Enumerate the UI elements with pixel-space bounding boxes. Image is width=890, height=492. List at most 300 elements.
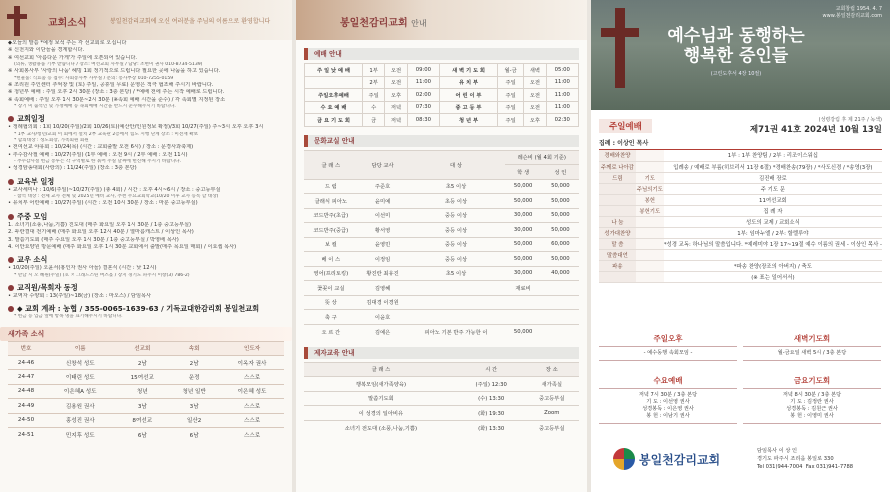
worship-cell: 11:00: [546, 101, 578, 114]
account-note: * 헌금 등 입금 앞에 항목 명을 표기해주시기 바랍니다.: [14, 314, 123, 320]
culture-cell: 중등 이상: [407, 208, 504, 223]
training-title: 제자교육 안내: [304, 347, 579, 359]
culture-cell: 중등 이상: [407, 237, 504, 252]
training-cell: 중고등부실: [525, 391, 579, 406]
schedule-line: 봉 헌 : 이영미 권사: [790, 413, 834, 419]
wednesday-title: 수요예배: [653, 376, 683, 385]
order-cell: 입례송 / 예배로 부름(히브리서 11장 6절) *경배찬송(79장) / *사도신경 / *송영(3장): [664, 161, 882, 172]
training-cell: (수) 13:30: [458, 391, 525, 406]
table-row: [304, 223, 579, 238]
table-row: [8, 427, 284, 441]
culture-cell: [542, 310, 579, 325]
training-header: 클 래 스: [304, 362, 458, 377]
culture-cell: 코드반주(초급): [304, 208, 358, 223]
table-row: [8, 384, 284, 398]
culture-cell: 50,000: [542, 179, 579, 194]
dawn-text: 월-금요일 새벽 5시 / 3층 본당: [743, 346, 881, 361]
family-cell: 청년 일반: [168, 384, 220, 398]
service-label: 주일예배: [599, 119, 652, 133]
family-cell: 이은혜A 성도: [44, 384, 116, 398]
training-cell: 중고등부실: [525, 420, 579, 435]
table-row: [599, 249, 882, 260]
news-sections: [8, 114, 284, 300]
bullet-icon: [8, 179, 14, 185]
table-row: [8, 355, 284, 369]
cover-photo: [591, 0, 890, 110]
notice-line: (의류, 생활용품 기부 받습니다 / 장소: 여선교회 사무실 / 담당: 조현미 권사 010-8734-5139): [14, 62, 203, 68]
bullet-icon: [8, 116, 14, 122]
family-header: 속회: [168, 341, 220, 355]
culture-cell: [407, 281, 504, 296]
family-cell: 스스로: [220, 427, 284, 441]
family-cell: 8여선교: [116, 413, 168, 427]
order-cell: 김진배 장로: [664, 172, 882, 183]
worship-cell: 금 요 기 도 회: [305, 114, 363, 127]
family-cell: 6남: [168, 427, 220, 441]
dawn-title: 새벽기도회: [793, 334, 831, 343]
afternoon-text: - 예수동행 속회모임 -: [599, 346, 737, 361]
family-cell: 스스로: [220, 370, 284, 384]
table-row: [305, 76, 579, 89]
family-header: 인도자: [220, 341, 284, 355]
culture-cell: 중등 이상: [407, 252, 504, 267]
order-cell: [636, 249, 664, 260]
family-title: 새가족 소식: [0, 327, 292, 341]
intro-notices: [8, 40, 284, 110]
worship-cell: 11:00: [546, 89, 578, 102]
worship-cell: 오전: [524, 76, 546, 89]
order-cell: [636, 150, 664, 161]
section-line: 4. 이안요양원 방문예배 (매주 화요일 오후 1시 30분 교회에서 출발(매주 목요일 매회) / 이요셉 목사): [8, 243, 237, 250]
culture-cell: 재료비: [505, 281, 542, 296]
order-cell: [636, 161, 664, 172]
table-row: [305, 89, 579, 102]
order-cell: 말 씀: [599, 238, 636, 249]
notice-line: ※ 사회봉사부 '사랑의 나눔' 헤빙 1회 정기적으로 드립니다 필요한 곳에 나눔을 하고 있습니다.: [8, 68, 221, 75]
culture-cell: 50,000: [505, 194, 542, 209]
section-line: 3. 말씀기도회 (매주 수요일 오후 1시 30분 / 1층 중고등부실 / 박영배 목사): [8, 236, 179, 243]
table-row: [304, 324, 579, 339]
section-title: 교우 소식: [17, 255, 48, 265]
section-line: • 추수감사절 예배 : 10/27(주일) (1부 예배 : 오전 9시 / 2부 예배 : 오전 11시): [8, 151, 188, 158]
table-row: [599, 205, 882, 216]
section-title: 주중 모임: [17, 211, 48, 221]
culture-cell: 황진란 최유진: [358, 266, 408, 281]
culture-cell: 김대경 이경원: [358, 295, 408, 310]
training-cell: 행복모임(새가족양육): [304, 377, 458, 392]
worship-cell: 주일: [498, 114, 524, 127]
table-row: [599, 150, 882, 161]
table-row: [304, 237, 579, 252]
table-row: [304, 281, 579, 296]
church-emblem-icon: [613, 448, 635, 470]
culture-cell: 김예은: [358, 324, 408, 339]
bullet-icon: [8, 285, 14, 291]
worship-cell: 주일: [498, 101, 524, 114]
news-panel: [0, 0, 292, 492]
family-header: 선교회: [116, 341, 168, 355]
table-row: [304, 194, 579, 209]
culture-cell: [505, 310, 542, 325]
worship-cell: 월-금: [498, 64, 524, 77]
service-header: [591, 110, 890, 135]
culture-cell: 이윤호: [358, 310, 408, 325]
culture-cell: 축 구: [304, 310, 358, 325]
order-cell: [599, 183, 636, 194]
schedule-line: 봉 헌 : 이남기 권사: [646, 413, 690, 419]
worship-cell: 오전: [524, 101, 546, 114]
table-row: [599, 194, 882, 205]
order-cell: 1부: 임마누엘 / 2부: 할렐루야: [664, 227, 882, 238]
church-logo: [613, 448, 720, 470]
worship-cell: 05:00: [546, 64, 578, 77]
table-row: [305, 114, 579, 127]
culture-header: 대 상: [407, 150, 504, 179]
section-line: - 추수감사절 헌금 봉투는 각 구역별로 한 묶어 주실 날짜에 헌신해 주시기 바랍니다.: [14, 159, 182, 165]
family-cell: 3남: [116, 399, 168, 413]
culture-cell: 황서영: [358, 223, 408, 238]
culture-cell: 뜻 상: [304, 295, 358, 310]
culture-cell: [542, 324, 579, 339]
culture-cell: 이정임: [358, 252, 408, 267]
culture-cell: 60,000: [542, 237, 579, 252]
notice-line: ※ 속회예배 : 주일 오후 1시 30분~2시 30분 (※속회 예배 시간을 준수) / 각 속회별 지정된 장소: [8, 96, 226, 103]
family-cell: 김용원 권사: [44, 399, 116, 413]
worship-cell: 수: [363, 101, 385, 114]
schedule-line: 저녁 8시 30분 / 3층 본당: [782, 392, 842, 398]
culture-cell: [542, 295, 579, 310]
section-title: 교육부 일정: [17, 176, 55, 186]
church-fax: Fax 031)941-7788: [805, 464, 854, 470]
culture-cell: 50,000: [542, 208, 579, 223]
order-cell: 11여선교회: [664, 194, 882, 205]
order-cell: 나 눔: [599, 216, 636, 227]
order-cell: 드림: [599, 172, 636, 183]
culture-cell: 피아노 기본 반주 가능한 이: [407, 324, 504, 339]
table-row: [8, 413, 284, 427]
contact-info: [757, 447, 853, 471]
notice-line: ◆오늘의 말씀 *예정 보석 주는 각 선교회로 오십니다: [8, 40, 127, 46]
family-cell: 일산2: [168, 413, 220, 427]
culture-cell: [407, 310, 504, 325]
worship-cell: 주일: [363, 89, 385, 102]
worship-cell: 어 린 이 부: [440, 89, 498, 102]
section-line: 1. 소녀기(소풍,나눔,기쁨) 진도대 (매주 화요일 오후 1시 30분 / 1층 중고등부실): [8, 221, 192, 228]
culture-cell: 30,000: [505, 208, 542, 223]
table-row: [304, 377, 579, 392]
culture-cell: 주준호: [358, 179, 408, 194]
schedule-line: 저녁 7시 30분 / 3층 본당: [638, 392, 698, 398]
notice-line: *헌물품: 식료품 등 접수: 사회봉사부 사무실 / 문의: 봉사부장 010-7255-0159: [14, 75, 174, 81]
culture-cell: 50,000: [505, 324, 542, 339]
worship-cell: 주일오후예배: [305, 89, 363, 102]
culture-cell: 30,000: [505, 266, 542, 281]
table-row: [599, 260, 882, 271]
training-header: 시 간: [458, 362, 525, 377]
culture-cell: 50,000: [505, 179, 542, 194]
family-cell: 민지후 성도: [44, 427, 116, 441]
culture-cell: 초5 이상: [407, 266, 504, 281]
family-cell: 24-50: [8, 413, 44, 427]
guide-title: 봉일천감리교회: [340, 18, 408, 29]
culture-cell: 클래식 피아노: [304, 194, 358, 209]
order-cell: 주 기도 문: [664, 183, 882, 194]
section-line: • 정례협의회 : 1회 10/20(주일)/2회 10/26(토)(예산안/인원정보 확정)/3회 10/27(주일) 주~3시 오후 오후 3시: [8, 124, 264, 131]
section-heading: [8, 255, 284, 265]
notice-line: ※ 조리원 주인셴터 추억창 및 (토) 주일, 공휴일 무료) 운영은 적극 협조해 주시기 바랍니다.: [8, 82, 214, 89]
training-table: [304, 362, 579, 435]
worship-cell: 07:30: [407, 101, 439, 114]
family-cell: 24-48: [8, 384, 44, 398]
culture-header: 레슨비 (월 4회 기준): [505, 150, 580, 165]
schedule-line: 성경봉독 : 이은영 권사: [642, 406, 694, 412]
table-row: [599, 227, 882, 238]
bullet-icon: [8, 257, 14, 263]
order-cell: [599, 271, 636, 282]
worship-cell: 오전: [385, 76, 407, 89]
training-cell: (주일) 12:30: [458, 377, 525, 392]
section-line: • 교사세미나 : 10/6(주일)~10/27(주일) (총 4회) / 시간 : 오후 4시~6시 / 장소 : 중고등부실: [8, 186, 221, 193]
worship-cell: [305, 76, 363, 89]
section-line: * 1부 교사/청년/교회 이 회에서 설치 2부 교육관 2층에서 힘도 시행 단계 장소 : 미전재 확보: [14, 131, 199, 137]
cross-icon: [14, 6, 20, 36]
worship-cell: 수 요 예 배: [305, 101, 363, 114]
order-cell: 주께로 나아감: [599, 161, 636, 172]
training-cell: Zoom: [525, 406, 579, 421]
family-cell: 이태린 성도: [44, 370, 116, 384]
section-line: • 성경암송대회(사랑의) : 11/24(주일) (장소 : 3층 본당): [8, 165, 137, 172]
section-line: • 유치부 어린예배 : 10/27(주일) (시간 : 오전 10시 30분 / 장소 : 마룬 중고등부실): [8, 200, 198, 207]
order-cell: [636, 238, 664, 249]
worship-table: [304, 63, 579, 127]
culture-cell: 40,000: [542, 266, 579, 281]
culture-cell: 김영혜: [358, 281, 408, 296]
worship-cell: 11:00: [407, 76, 439, 89]
order-cell: 기도: [636, 172, 664, 183]
order-cell: [636, 271, 664, 282]
worship-cell: 11:00: [546, 76, 578, 89]
culture-cell: 중등 이상: [407, 223, 504, 238]
account-heading: ◆ 교회 계좌 : 농협 / 355-0065-1639-63 / 기독교대한감리회 봉일천교회: [8, 304, 284, 314]
friday-lines: [743, 388, 881, 424]
worship-cell: 2부: [363, 76, 385, 89]
section-title: 교직원/목회자 동정: [17, 282, 78, 292]
culture-cell: 초5 이상: [407, 179, 504, 194]
family-table: [8, 341, 284, 442]
afternoon-box: [599, 332, 737, 361]
section-line: • 교역자 수양회 : 13(주일)~18(금) (장소 : 마오스) / 담임목사: [8, 292, 152, 299]
culture-cell: 윤미예: [358, 194, 408, 209]
table-row: [599, 183, 882, 194]
family-cell: 이옥자 권사: [220, 355, 284, 369]
church-tel: Tel 031)944-7004: [757, 464, 803, 470]
culture-cell: 윤영민: [358, 237, 408, 252]
table-row: [304, 266, 579, 281]
order-cell: 1부 : 1부 찬양팀 / 2부 : 리조이스워십: [664, 150, 882, 161]
order-cell: [599, 205, 636, 216]
order-cell: 파송: [599, 260, 636, 271]
section-line: * 합의대상 : 성도회장, 가족회원 회원: [14, 138, 89, 144]
order-cell: 성도의 교제 / 교회소식: [664, 216, 882, 227]
order-cell: [636, 227, 664, 238]
afternoon-title: 주일오후: [653, 334, 683, 343]
culture-cell: 50,000: [542, 223, 579, 238]
section-line: • 전여선교 야유회 : 10/24(목) (시간 : 교회출발 오전 6시) / 장소 : 문경사과축제): [8, 144, 194, 151]
friday-title: 금요기도회: [793, 376, 831, 385]
bulletin-cover: [591, 0, 890, 492]
worship-title: 예배 안내: [304, 48, 579, 60]
worship-cell: 주일: [498, 89, 524, 102]
table-row: [304, 208, 579, 223]
order-cell: 주님의기도: [636, 183, 664, 194]
culture-cell: 오 르 간: [304, 324, 358, 339]
culture-table: [304, 150, 579, 339]
training-cell: 이 성경의 일아비유: [304, 406, 458, 421]
order-cell: 집 례 자: [664, 205, 882, 216]
founding-date: 교회창립 1954. 4. 7: [835, 6, 882, 12]
section-heading: [8, 283, 284, 293]
culture-title: 문화교실 안내: [304, 135, 579, 147]
news-title: 교회소식: [48, 18, 87, 29]
culture-cell: [542, 281, 579, 296]
training-cell: (화) 19:30: [458, 406, 525, 421]
family-cell: 24-51: [8, 427, 44, 441]
order-cell: 경배와찬양: [599, 150, 636, 161]
worship-cell: 오후: [385, 89, 407, 102]
family-cell: 24-46: [8, 355, 44, 369]
culture-cell: 드 럼: [304, 179, 358, 194]
notice-line: ※ 신천지와 이단들을 경계합시다.: [8, 47, 85, 54]
worship-cell: 오후: [524, 114, 546, 127]
table-row: [304, 391, 579, 406]
worship-cell: 저녁: [385, 101, 407, 114]
section-line: 2. 두란결대 전기예배 (매주 화요일 오후 12시 40분 / 열마름캐스트 / 이상인 목사): [8, 229, 194, 236]
family-cell: 24-47: [8, 370, 44, 384]
training-header: 장 소: [525, 362, 579, 377]
family-cell: 홍성진 권사: [44, 413, 116, 427]
table-row: [599, 216, 882, 227]
table-row: [304, 252, 579, 267]
order-cell: 말씀대언: [599, 249, 636, 260]
family-cell: 운정: [168, 370, 220, 384]
guide-header: [296, 0, 587, 40]
dawn-box: [743, 332, 881, 361]
table-row: [8, 399, 284, 413]
worship-cell: 08:30: [407, 114, 439, 127]
culture-cell: 초등 이상: [407, 194, 504, 209]
worship-cell: 유 치 부: [440, 76, 498, 89]
culture-cell: 이선미: [358, 208, 408, 223]
wednesday-lines: [599, 388, 737, 424]
family-cell: 2남: [116, 355, 168, 369]
culture-cell: 30,000: [505, 223, 542, 238]
guide-title-suffix: 안내: [411, 19, 427, 28]
worship-cell: 02:00: [407, 89, 439, 102]
worship-cell: 청 년 부: [440, 114, 498, 127]
notice-line: ※ 여선교회 '아름다운 가게'가 주일에 오픈되어 있습니다.: [8, 54, 137, 61]
worship-cell: 저녁: [385, 114, 407, 127]
section-heading: [8, 212, 284, 222]
pastor-name: 담임목사 이 상 인: [757, 448, 798, 454]
section-title: 교회일정: [17, 114, 45, 124]
training-cell: 소녀기 전도대 (소풍,나눔,기쁨): [304, 420, 458, 435]
order-cell: [636, 216, 664, 227]
friday-box: [743, 374, 881, 424]
section-line: * 만남 시 오 혜원(주일) (호 ㅈ 그래드스틴 버즈홀 / 장지 경기도 파주시 이창(3) 786-2): [14, 272, 190, 278]
family-cell: 스스로: [220, 413, 284, 427]
training-cell: (화) 13:30: [458, 420, 525, 435]
church-name: 봉일천감리교회: [639, 452, 721, 467]
news-subtitle: 봉일천감리교회에 오신 여러분을 주님의 이름으로 환영합니다: [110, 18, 271, 25]
family-header: 이름: [44, 341, 116, 355]
section-line: • 10/20(주일) 오윤서(홍인자 권사 아들) 결혼식 (시간 : 낮 12시): [8, 265, 157, 272]
schedule-line: 성경봉독 : 김원근 권사: [786, 406, 838, 412]
table-row: [304, 420, 579, 435]
section-heading: [8, 177, 284, 187]
worship-cell: 주일: [498, 76, 524, 89]
family-cell: 청년: [116, 384, 168, 398]
culture-header: 학 생: [505, 165, 542, 180]
section-line: - 참석 대상 : 전체 교사 전체 및 2025년 예비 교사, 추천 주요교회학교(10/20 이후 교사 등록 할 대상): [14, 194, 219, 200]
order-cell: (※ 표는 일어서서): [664, 271, 882, 282]
bullet-icon: [8, 306, 14, 312]
worship-cell: 1부: [363, 64, 385, 77]
family-cell: 스스로: [220, 399, 284, 413]
culture-header: 클 래 스: [304, 150, 358, 179]
culture-cell: 보 컬: [304, 237, 358, 252]
table-row: [8, 370, 284, 384]
worship-cell: 오전: [385, 64, 407, 77]
order-cell: [636, 260, 664, 271]
family-cell: 이은혜 성도: [220, 384, 284, 398]
culture-cell: 50,000: [542, 252, 579, 267]
order-cell: *성경 교독: 하나님의 말씀입니다. *예레미야 1장 17~19절 예수 이름의 권세 - 이상인 목사 -: [664, 238, 882, 249]
notice-line: ※ 청년부 예배 : 주일 오후 2시 30분 (장소 : 3층 본당) / *예배 전에 주는 시작 예배로 드립니다.: [8, 89, 225, 96]
service-info: (성령강림 후 제 21주 / 녹색): [818, 117, 882, 123]
family-cell: 신창석 성도: [44, 355, 116, 369]
worship-cell: 새벽: [524, 64, 546, 77]
culture-cell: 꽃꽂이 교실: [304, 281, 358, 296]
issue-date: 제71권 41호 2024년 10월 13일: [749, 125, 882, 135]
hero-line-2: 행복한 증인들: [683, 46, 789, 66]
worship-cell: 새 벽 기 도 회: [440, 64, 498, 77]
notice-line: * 장기 미 출석인 및 가정예배 등 속회예배 시간을 반드시 준수해주시기 바랍니다.: [14, 104, 176, 110]
hero-verse: (고린도후서 4장 10절): [710, 71, 762, 77]
bullet-icon: [8, 214, 14, 220]
culture-cell: [407, 295, 504, 310]
table-row: [304, 295, 579, 310]
culture-cell: 영어(프리토킹): [304, 266, 358, 281]
training-cell: 새가족실: [525, 377, 579, 392]
family-cell: 2남: [168, 355, 220, 369]
table-row: [599, 271, 882, 282]
guide-panel: [296, 0, 587, 492]
schedule-line: 기 도 : 이선영 권사: [646, 399, 690, 405]
church-address: 경기도 파주시 조리읍 봉일로 330: [757, 456, 834, 462]
hero-line-1: 예수님과 동행하는: [667, 26, 805, 46]
culture-cell: 코드반주(중급): [304, 223, 358, 238]
order-cell: 성가대찬양: [599, 227, 636, 238]
worship-cell: 주 일 낮 예 배: [305, 64, 363, 77]
training-cell: 말씀기도회: [304, 391, 458, 406]
culture-cell: 50,000: [505, 237, 542, 252]
table-row: [599, 238, 882, 249]
family-cell: 3남: [168, 399, 220, 413]
worship-cell: 오전: [524, 89, 546, 102]
culture-cell: [505, 295, 542, 310]
order-of-worship: [599, 150, 882, 283]
wednesday-box: [599, 374, 737, 424]
